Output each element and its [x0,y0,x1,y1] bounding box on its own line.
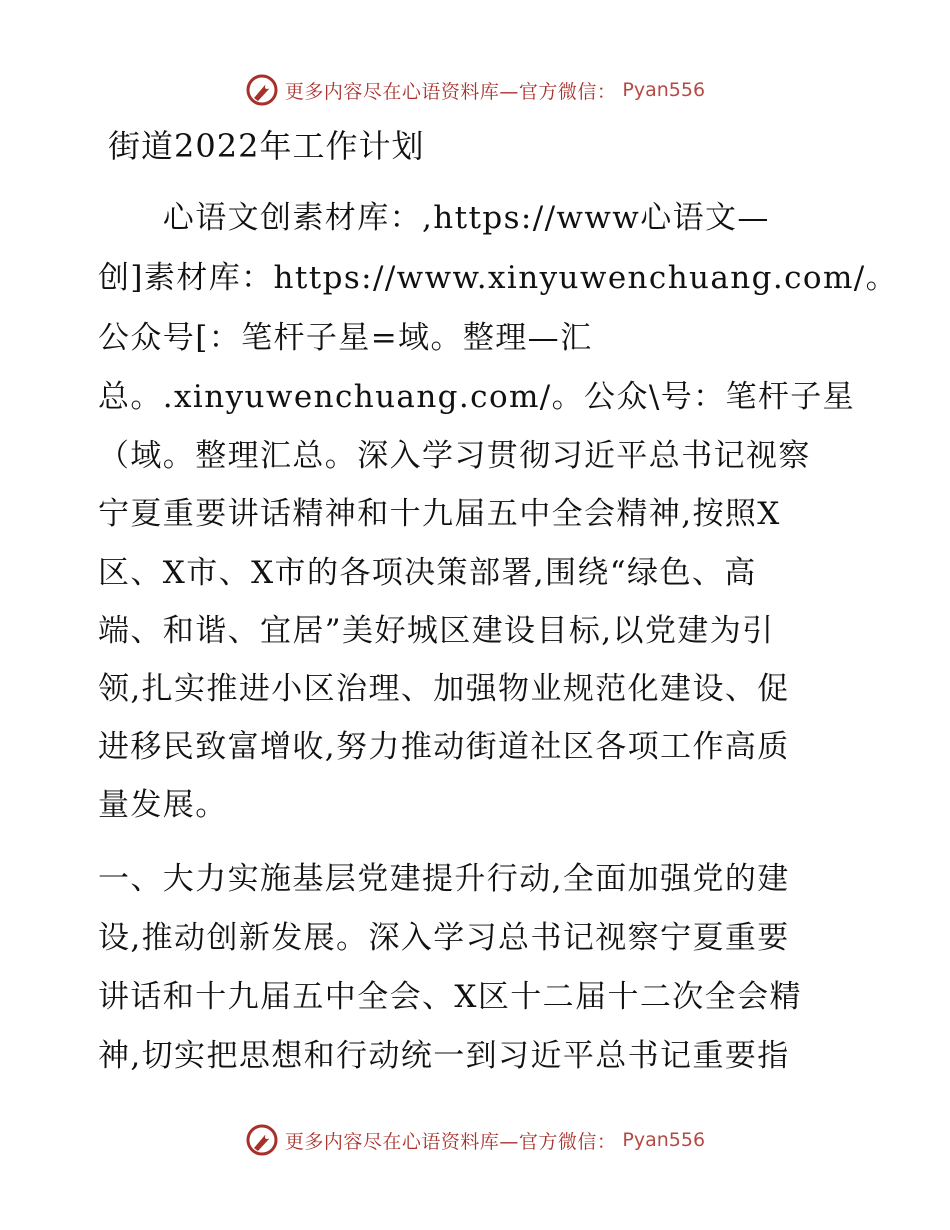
pen-nib-logo-icon [245,1123,279,1157]
banner-text: 更多内容尽在心语资料库—官方微信： [284,80,617,103]
body-line: 神,切实把思想和行动统一到习近平总书记重要指 [98,1038,790,1074]
body-line: 总。.xinyuwenchuang.com/。公众\号：笔杆子星 [98,379,856,415]
body-line: 区、X市、X市的各项决策部署,围绕“绿色、高 [98,555,757,591]
header-banner [0,70,950,110]
body-line: 进移民致富增收,努力推动街道社区各项工作高质 [98,729,790,765]
pen-nib-logo-icon [245,73,279,107]
body-line: 量发展。 [98,787,228,823]
body-line: 端、和谐、宜居”美好城区建设目标,以党建为引 [98,613,775,649]
banner-handle: Pyan556 [622,79,706,101]
banner-text: 更多内容尽在心语资料库—官方微信： [284,1130,617,1153]
body-line: 宁夏重要讲话精神和十九届五中全会精神,按照X [98,496,781,532]
body-line: 创]素材库：https://www.xinyuwenchuang.com/。 [98,260,899,296]
footer-banner [0,1120,950,1160]
banner-handle: Pyan556 [622,1129,706,1151]
body-line: 设,推动创新发展。深入学习总书记视察宁夏重要 [98,920,790,956]
body-line: 讲话和十九届五中全会、X区十二届十二次全会精 [98,979,802,1015]
body-line: 一、大力实施基层党建提升行动,全面加强党的建 [98,861,790,897]
body-line: （域。整理汇总。深入学习贯彻习近平总书记视察 [98,438,811,474]
body-line: 公众号[：笔杆子星=域。整理—汇 [98,320,593,356]
body-line: 领,扎实推进小区治理、加强物业规范化建设、促 [98,671,790,707]
document-title: 街道2022年工作计划 [108,127,425,165]
body-line: 心语文创素材库：,https://www心语文— [98,200,770,236]
